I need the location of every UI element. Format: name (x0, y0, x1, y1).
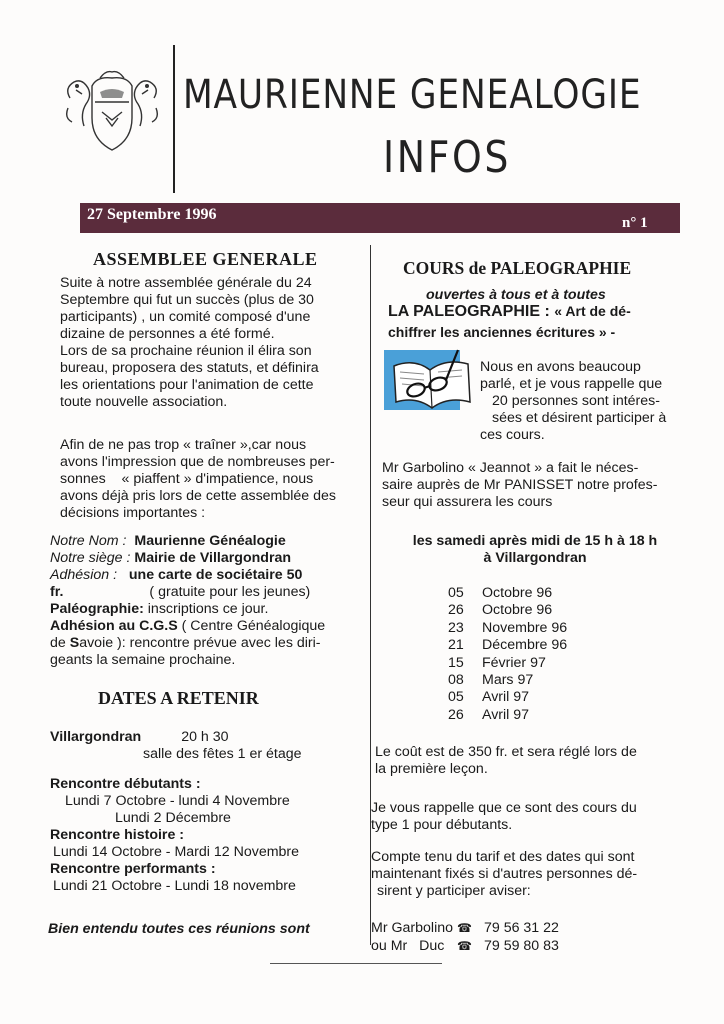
performants-dates: Lundi 21 Octobre - Lundi 18 novembre (53, 878, 296, 894)
column-divider (370, 245, 371, 945)
header-vertical-rule (173, 45, 175, 193)
text-line: type 1 pour débutants. (371, 817, 513, 833)
text-line: dizaine de personnes a été formé. (60, 326, 275, 342)
debutants-title: Rencontre débutants : (50, 776, 201, 792)
course-date-row (448, 602, 567, 619)
course-month: Mars 97 (482, 672, 534, 689)
contact-phone: 79 56 31 22 (483, 920, 559, 936)
teacher-paragraph (382, 460, 657, 511)
course-day: 05 (448, 689, 464, 706)
text-line: parlé, et je vous rappelle que (480, 376, 663, 392)
text-line: 20 personnes sont intéres- (492, 393, 660, 409)
course-date-row (448, 620, 567, 637)
course-date-row (448, 672, 567, 689)
decision-cgs: Adhésion au C.G.S ( Centre Généalogique (50, 618, 326, 634)
text-line: Lors de sa prochaine réunion il élira son (60, 343, 312, 359)
contact-row (371, 919, 563, 937)
text-line: avons l'impression que de nombreuses per- (60, 454, 335, 470)
book-glasses-icon (380, 344, 476, 414)
course-date-row (448, 707, 567, 724)
course-date-row (448, 585, 567, 602)
text-line: les samedi après midi de 15 h à 18 h (412, 533, 658, 549)
text-line: Nous en avons beaucoup (480, 359, 641, 375)
debutants-dates: Lundi 7 Octobre - lundi 4 Novembre (65, 793, 290, 809)
course-type-paragraph (371, 800, 637, 834)
paleographie-definition (388, 301, 631, 342)
text-line: bureau, proposera des statuts, et définira (60, 360, 319, 376)
schedule-room: salle des fêtes 1 er étage (143, 746, 302, 762)
text-line: Afin de ne pas trop « traîner »,car nous (60, 437, 307, 453)
text-line: Septembre qui fut un succès (plus de 30 (60, 292, 314, 308)
course-date-row (448, 655, 567, 672)
assemblee-heading: ASSEMBLEE GENERALE (93, 249, 318, 269)
phone-icon: ☎ (457, 921, 472, 935)
course-month: Février 97 (482, 654, 546, 671)
definition-line-1: LA PALEOGRAPHIE : « Art de dé- (388, 303, 631, 320)
decisions-intro-paragraph (60, 437, 336, 522)
issue-date: 27 Septembre 1996 (87, 206, 217, 223)
bold-s: S (69, 635, 80, 651)
decision-cgs-line2: de Savoie ): rencontre prévue avec les diri- (50, 635, 321, 651)
course-day: 23 (448, 619, 464, 636)
text-line: Le coût est de 350 fr. et sera réglé lors de (375, 744, 637, 760)
course-day: 15 (448, 654, 464, 671)
course-day: 08 (448, 672, 464, 689)
cours-subheading: ouvertes à tous et à toutes (426, 287, 606, 303)
decision-paleographie: Paléographie: inscriptions ce jour. (50, 601, 269, 617)
course-dates-list (448, 585, 567, 724)
histoire-title: Rencontre histoire : (50, 827, 185, 843)
decisions-list (50, 533, 325, 669)
contacts-list (371, 919, 563, 955)
text-line: à Villargondran (483, 550, 587, 566)
course-month: Octobre 96 (482, 602, 553, 619)
course-month: Avril 97 (482, 689, 530, 706)
interest-paragraph (480, 359, 666, 444)
course-date-row (448, 637, 567, 654)
issue-number: n° 1 (622, 215, 648, 231)
text-line: Suite à notre assemblée générale du 24 (60, 275, 312, 291)
definition-line-2: chiffrer les anciennes écritures » - (388, 324, 616, 340)
text-line: toute nouvelle association. (60, 394, 228, 410)
text-line: ces cours. (480, 427, 545, 443)
text-line: participants) , un comité composé d'une (60, 309, 311, 325)
session-times (397, 533, 673, 567)
footer-rule (270, 963, 442, 964)
contact-name: Mr Garbolino (371, 920, 454, 936)
contact-intro-paragraph (371, 849, 637, 900)
closing-note: Bien entendu toutes ces réunions sont (48, 921, 310, 937)
phone-icon: ☎ (457, 939, 472, 953)
meetings-schedule (50, 729, 302, 895)
text-line: Compte tenu du tarif et des dates qui sont (371, 849, 635, 865)
course-day: 21 (448, 637, 464, 654)
course-day: 26 (448, 706, 464, 723)
histoire-dates: Lundi 14 Octobre - Mardi 12 Novembre (53, 844, 300, 860)
decision-siege: Notre siège : Mairie de Villargondran (50, 550, 292, 566)
debutants-dates-2: Lundi 2 Décembre (115, 810, 231, 826)
performants-title: Rencontre performants : (50, 861, 216, 877)
cost-paragraph (375, 744, 637, 778)
contact-phone: 79 59 80 83 (483, 938, 559, 954)
text-line: Je vous rappelle que ce sont des cours du (371, 800, 637, 816)
text-line: maintenant fixés si d'autres personnes dé- (371, 866, 638, 882)
text-line: saire auprès de Mr PANISSET notre profes- (382, 477, 658, 493)
course-month: Novembre 96 (482, 619, 568, 636)
decision-cgs-line3: geants la semaine prochaine. (50, 652, 236, 668)
text-line: les orientations pour l'animation de cette (60, 377, 314, 393)
course-month: Avril 97 (482, 706, 530, 723)
text-line: avons déjà pris lors de cette assemblée des (60, 488, 337, 504)
assemblee-paragraph (60, 275, 319, 411)
course-month: Octobre 96 (482, 585, 553, 601)
text-line: sées et désirent participer à (492, 410, 667, 426)
decision-adhesion-cont: fr. ( gratuite pour les jeunes) (50, 584, 311, 600)
text-line: seur qui assurera les cours (382, 494, 553, 510)
contact-name: ou Mr Duc (371, 938, 445, 954)
coat-of-arms-logo (62, 68, 162, 160)
cours-heading: COURS de PALEOGRAPHIE (403, 258, 632, 278)
text-line: décisions importantes : (60, 505, 206, 521)
course-day: 05 (448, 585, 464, 601)
decision-name: Notre Nom : Maurienne Généalogie (50, 533, 286, 549)
text-line: Mr Garbolino « Jeannot » a fait le néces- (382, 460, 639, 476)
text-line: sirent y participer aviser: (377, 883, 531, 899)
course-date-row (448, 689, 567, 706)
newsletter-title: MAURIENNE GENEALOGIE (183, 72, 642, 118)
schedule-place-line: Villargondran 20 h 30 (50, 729, 229, 745)
text-line: sonnes « piaffent » d'impatience, nous (60, 471, 314, 487)
course-month: Décembre 96 (482, 637, 568, 654)
dates-heading: DATES A RETENIR (98, 688, 259, 708)
course-day: 26 (448, 602, 464, 619)
newsletter-subtitle: INFOS (383, 132, 511, 183)
decision-adhesion: Adhésion : une carte de sociétaire 50 (50, 567, 303, 583)
contact-row (371, 937, 563, 955)
text-line: la première leçon. (375, 761, 488, 777)
